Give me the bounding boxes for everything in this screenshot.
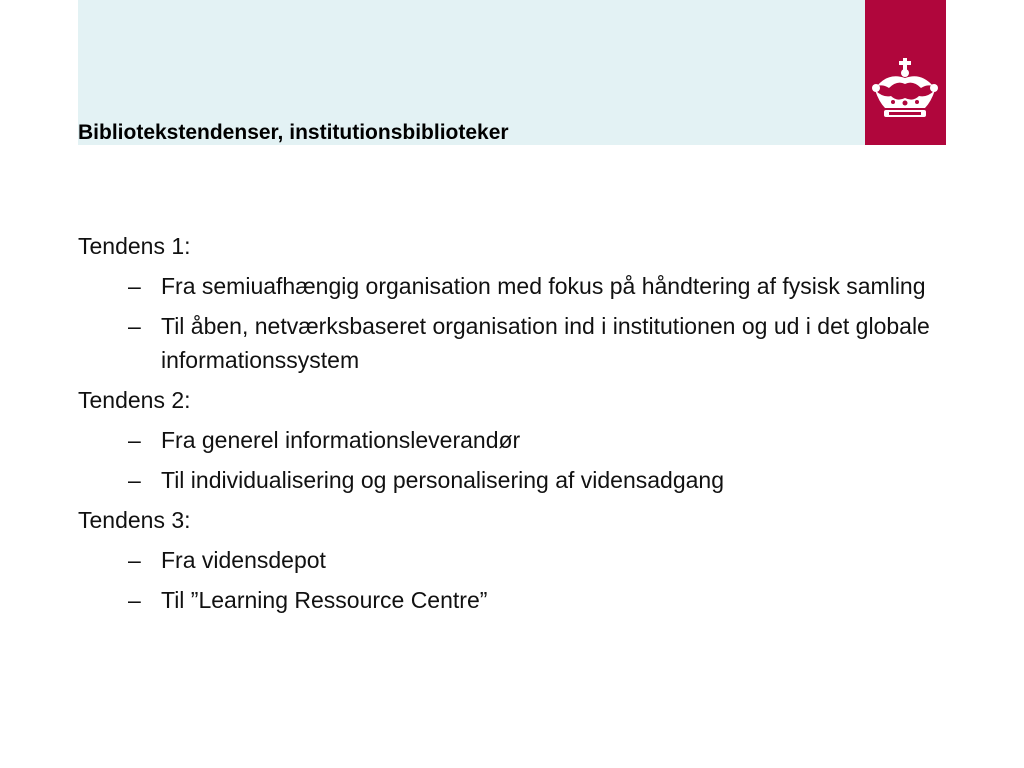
dash-bullet: – [128,313,141,339]
dash-bullet: – [128,547,141,573]
bullet-item [78,463,948,497]
bullet-item [78,543,948,577]
tendens-group-3 [78,503,948,617]
bullet-text: Til individualisering og personalisering af vidensadgang [161,467,724,493]
slide-title: Bibliotekstendenser, institutionsbiblioteker [78,121,509,144]
dash-bullet: – [128,587,141,613]
bullet-text: Fra generel informationsleverandør [161,427,521,453]
tendens-label: Tendens 3: [78,507,191,533]
tendens-group-1 [78,229,948,377]
bullet-text: Til ”Learning Ressource Centre” [161,587,488,613]
bullet-item [78,269,948,303]
bullet-text: Fra semiuafhængig organisation med fokus på håndtering af fysisk samling [161,273,926,299]
bullet-item [78,423,948,457]
dash-bullet: – [128,427,141,453]
tendens-label: Tendens 1: [78,233,191,259]
bullet-item [78,309,948,377]
bullet-text: Til åben, netværksbaseret organisation ind i institutionen og ud i det globale informationssystem [161,313,930,373]
dash-bullet: – [128,273,141,299]
royal-crown-icon [869,58,941,122]
bullet-item [78,583,948,617]
dash-bullet: – [128,467,141,493]
bullet-text: Fra vidensdepot [161,547,326,573]
government-logo [865,0,946,145]
tendens-group-2 [78,383,948,497]
tendens-label: Tendens 2: [78,387,191,413]
slide-content [78,229,948,623]
